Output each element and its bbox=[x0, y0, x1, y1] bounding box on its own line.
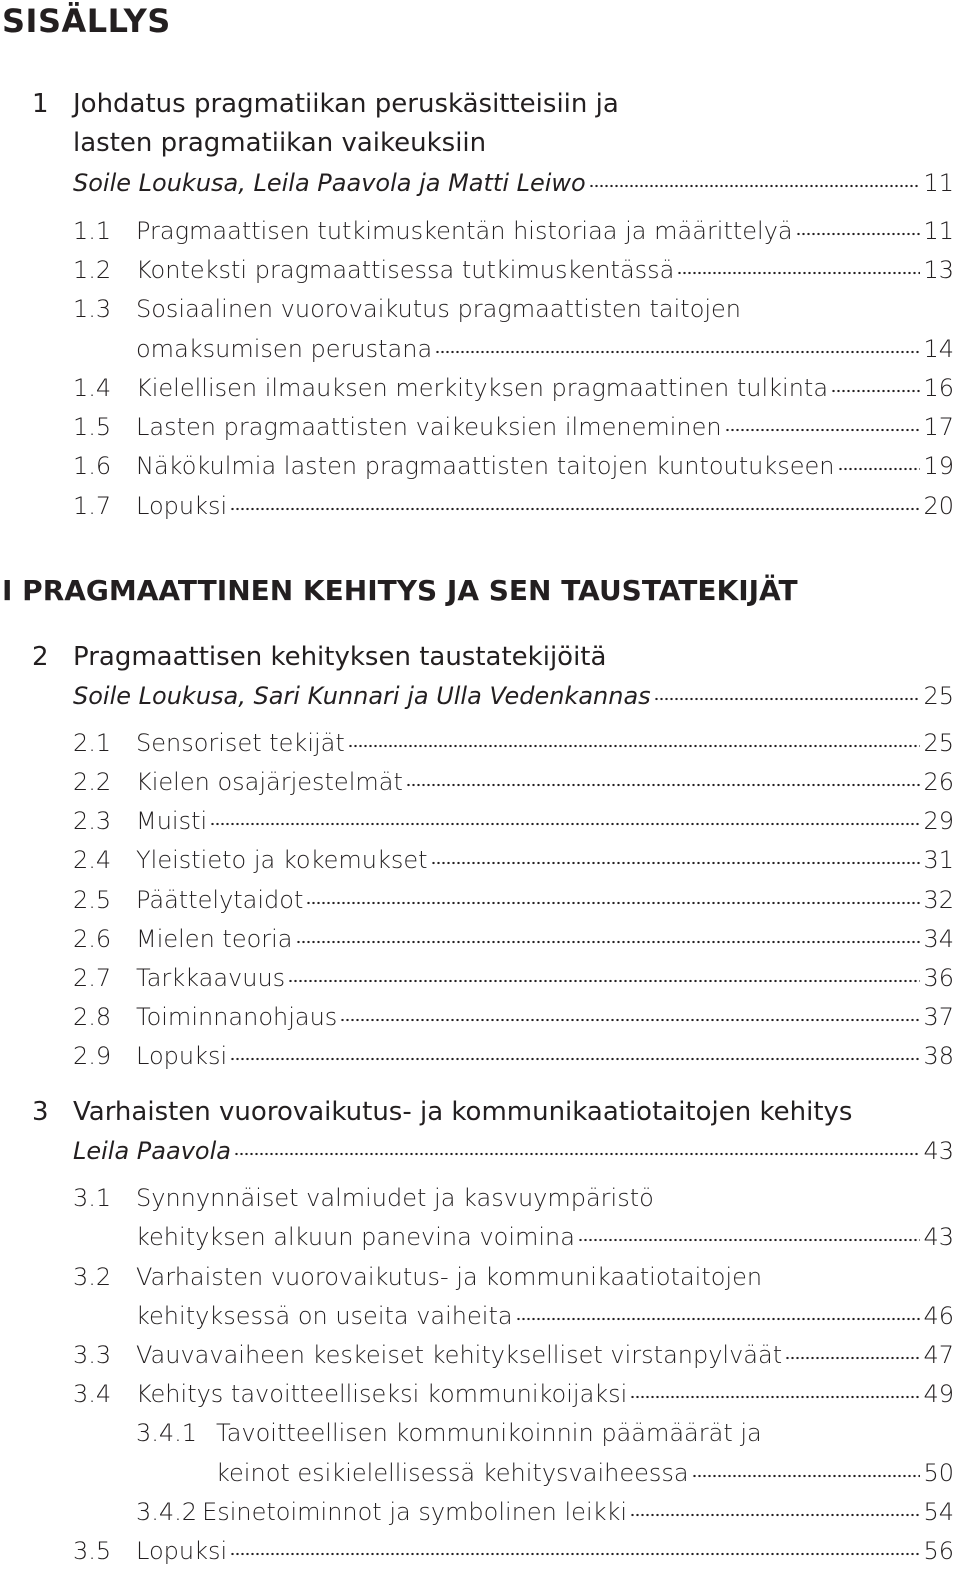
section-number: 1.3 bbox=[73, 295, 112, 323]
toc-entry-chapter-authors[interactable] bbox=[73, 676, 954, 716]
page-number: 36 bbox=[923, 964, 954, 992]
section-number: 2.8 bbox=[73, 1003, 112, 1031]
dot-leader bbox=[288, 978, 920, 984]
dot-leader bbox=[230, 1551, 920, 1557]
section-title: Lasten pragmaattisten vaikeuksien ilmeneminen bbox=[136, 413, 722, 441]
page-number: 47 bbox=[923, 1341, 954, 1369]
toc-entry-section[interactable] bbox=[136, 329, 954, 369]
dot-leader bbox=[306, 900, 920, 906]
dot-leader bbox=[340, 1017, 920, 1023]
toc-entry-section[interactable] bbox=[73, 368, 954, 408]
section-number: 1.2 bbox=[73, 256, 112, 284]
section-title: Muisti bbox=[136, 807, 208, 835]
chapter-title: Varhaisten vuorovaikutus- ja kommunikaatiotaitojen kehitys bbox=[73, 1097, 853, 1127]
section-title: Yleistieto ja kokemukset bbox=[136, 846, 428, 874]
page-number: 31 bbox=[923, 846, 954, 874]
page-number: 34 bbox=[923, 925, 954, 953]
section-number: 2.1 bbox=[73, 729, 112, 757]
dot-leader bbox=[516, 1316, 921, 1322]
section-title: Päättelytaidot bbox=[136, 886, 304, 914]
dot-leader bbox=[431, 860, 921, 866]
toc-entry-section[interactable] bbox=[73, 958, 954, 998]
section-title: Lopuksi bbox=[136, 1042, 228, 1070]
page-number: 38 bbox=[923, 1042, 954, 1070]
dot-leader bbox=[785, 1355, 920, 1361]
toc-entry-section[interactable] bbox=[73, 446, 954, 486]
subsection-title: Esinetoiminnot ja symbolinen leikki bbox=[202, 1498, 628, 1526]
section-number: 2.5 bbox=[73, 886, 112, 914]
toc-entry-section[interactable] bbox=[136, 1217, 954, 1257]
toc-entry-section[interactable] bbox=[73, 407, 954, 447]
section-title: Konteksti pragmaattisessa tutkimuskentässä bbox=[136, 256, 675, 284]
section-title: Sosiaalinen vuorovaikutus pragmaattisten taitojen bbox=[136, 295, 742, 323]
page-number: 11 bbox=[923, 217, 954, 245]
dot-leader bbox=[838, 466, 921, 472]
page-number: 25 bbox=[923, 682, 954, 710]
section-number: 2.6 bbox=[73, 925, 112, 953]
page-number: 17 bbox=[923, 413, 954, 441]
dot-leader bbox=[677, 270, 920, 276]
section-title: Sensoriset tekijät bbox=[136, 729, 345, 757]
chapter-authors: Leila Paavola bbox=[73, 1137, 231, 1165]
dot-leader bbox=[230, 506, 920, 512]
toc-entry-section[interactable] bbox=[73, 250, 954, 290]
page-number: 46 bbox=[923, 1302, 954, 1330]
toc-entry-section[interactable] bbox=[136, 1296, 954, 1336]
chapter-number: 1 bbox=[32, 89, 49, 119]
page-number: 19 bbox=[923, 452, 954, 480]
page-number: 43 bbox=[923, 1223, 954, 1251]
toc-entry-subsection[interactable] bbox=[136, 1492, 954, 1532]
page-number: 16 bbox=[923, 374, 954, 402]
part-heading: I PRAGMAATTINEN KEHITYS JA SEN TAUSTATEKIJÄT bbox=[2, 574, 798, 607]
section-number: 1.4 bbox=[73, 374, 112, 402]
page-number: 11 bbox=[923, 169, 954, 197]
section-title: Lopuksi bbox=[136, 1537, 228, 1565]
chapter-title: Johdatus pragmatiikan peruskäsitteisiin ja bbox=[73, 89, 619, 119]
dot-leader bbox=[630, 1394, 920, 1400]
section-title: Toiminnanohjaus bbox=[136, 1003, 338, 1031]
dot-leader bbox=[831, 388, 920, 394]
dot-leader bbox=[210, 821, 920, 827]
page-number: 26 bbox=[923, 768, 954, 796]
dot-leader bbox=[796, 231, 921, 237]
chapter-number: 3 bbox=[32, 1097, 49, 1127]
page-number: 43 bbox=[923, 1137, 954, 1165]
chapter-title-continued: lasten pragmatiikan vaikeuksiin bbox=[73, 128, 487, 158]
dot-leader bbox=[348, 743, 921, 749]
dot-leader bbox=[435, 349, 920, 355]
page-number: 25 bbox=[923, 729, 954, 757]
toc-entry-section[interactable] bbox=[73, 762, 954, 802]
section-number: 1.7 bbox=[73, 492, 112, 520]
section-number: 1.6 bbox=[73, 452, 112, 480]
section-title: Näkökulmia lasten pragmaattisten taitojen kuntoutukseen bbox=[136, 452, 835, 480]
toc-entry-section[interactable] bbox=[73, 486, 954, 526]
section-title: Synnynnäiset valmiudet ja kasvuympäristö bbox=[136, 1184, 654, 1212]
page-number: 29 bbox=[923, 807, 954, 835]
toc-entry-section[interactable] bbox=[73, 840, 954, 880]
toc-entry-section[interactable] bbox=[73, 1036, 954, 1076]
page-number: 32 bbox=[923, 886, 954, 914]
page-number: 13 bbox=[923, 256, 954, 284]
section-number: 2.9 bbox=[73, 1042, 112, 1070]
dot-leader bbox=[630, 1512, 920, 1518]
toc-entry-section[interactable] bbox=[73, 723, 954, 763]
toc-entry-section[interactable] bbox=[73, 1531, 954, 1571]
section-number: 2.4 bbox=[73, 846, 112, 874]
section-title: Tarkkaavuus bbox=[136, 964, 286, 992]
section-title: Mielen teoria bbox=[136, 925, 293, 953]
dot-leader bbox=[406, 782, 921, 788]
section-title: Vauvavaiheen keskeiset kehitykselliset virstanpylväät bbox=[136, 1341, 783, 1369]
subsection-title-continued: keinot esikielellisessä kehitysvaiheessa bbox=[216, 1459, 689, 1487]
section-number: 1.5 bbox=[73, 413, 112, 441]
dot-leader bbox=[578, 1237, 920, 1243]
toc-entry-chapter-authors[interactable] bbox=[73, 163, 954, 203]
page-number: 37 bbox=[923, 1003, 954, 1031]
toc-entry-section[interactable] bbox=[73, 997, 954, 1037]
section-title-continued: omaksumisen perustana bbox=[136, 335, 433, 363]
subsection-title: Tavoitteellisen kommunikoinnin päämäärät ja bbox=[216, 1419, 762, 1447]
toc-entry-section[interactable] bbox=[73, 919, 954, 959]
page-number: 50 bbox=[923, 1459, 954, 1487]
section-number: 2.7 bbox=[73, 964, 112, 992]
toc-entry-subsection[interactable] bbox=[216, 1453, 954, 1493]
section-title: Kehitys tavoitteelliseksi kommunikoijaksi bbox=[136, 1380, 628, 1408]
section-title: Kielen osajärjestelmät bbox=[136, 768, 403, 796]
section-number: 1.1 bbox=[73, 217, 112, 245]
dot-leader bbox=[692, 1473, 921, 1479]
section-title: Kielellisen ilmauksen merkityksen pragmaattinen tulkinta bbox=[136, 374, 829, 402]
dot-leader bbox=[589, 183, 921, 189]
page-number: 49 bbox=[923, 1380, 954, 1408]
subsection-number: 3.4.2 bbox=[136, 1498, 198, 1526]
chapter-authors: Soile Loukusa, Sari Kunnari ja Ulla Vedenkannas bbox=[73, 682, 651, 710]
toc-entry-section[interactable] bbox=[73, 880, 954, 920]
section-title: Lopuksi bbox=[136, 492, 228, 520]
chapter-title: Pragmaattisen kehityksen taustatekijöitä bbox=[73, 642, 607, 672]
chapter-authors: Soile Loukusa, Leila Paavola ja Matti Leiwo bbox=[73, 169, 586, 197]
toc-entry-section[interactable] bbox=[73, 211, 954, 251]
section-number: 3.1 bbox=[73, 1184, 112, 1212]
dot-leader bbox=[234, 1151, 920, 1157]
page-number: 14 bbox=[923, 335, 954, 363]
section-number: 3.5 bbox=[73, 1537, 112, 1565]
toc-entry-section[interactable] bbox=[73, 1374, 954, 1414]
section-number: 2.2 bbox=[73, 768, 112, 796]
toc-entry-section[interactable] bbox=[73, 801, 954, 841]
page-number: 20 bbox=[923, 492, 954, 520]
section-number: 3.4 bbox=[73, 1380, 112, 1408]
subsection-number: 3.4.1 bbox=[136, 1419, 198, 1447]
section-title-continued: kehityksen alkuun panevina voimina bbox=[136, 1223, 575, 1251]
dot-leader bbox=[725, 427, 921, 433]
section-number: 2.3 bbox=[73, 807, 112, 835]
toc-entry-section[interactable] bbox=[73, 1335, 954, 1375]
toc-entry-chapter-authors[interactable] bbox=[73, 1131, 954, 1171]
page-number: 54 bbox=[923, 1498, 954, 1526]
section-title: Varhaisten vuorovaikutus- ja kommunikaatiotaitojen bbox=[136, 1263, 763, 1291]
section-title-continued: kehityksessä on useita vaiheita bbox=[136, 1302, 513, 1330]
section-number: 3.2 bbox=[73, 1263, 112, 1291]
section-title: Pragmaattisen tutkimuskentän historiaa ja määrittelyä bbox=[136, 217, 793, 245]
page-number: 56 bbox=[923, 1537, 954, 1565]
dot-leader bbox=[296, 939, 921, 945]
dot-leader bbox=[654, 696, 921, 702]
section-number: 3.3 bbox=[73, 1341, 112, 1369]
page-title: SISÄLLYS bbox=[2, 2, 171, 40]
dot-leader bbox=[230, 1056, 920, 1062]
chapter-number: 2 bbox=[32, 642, 49, 672]
